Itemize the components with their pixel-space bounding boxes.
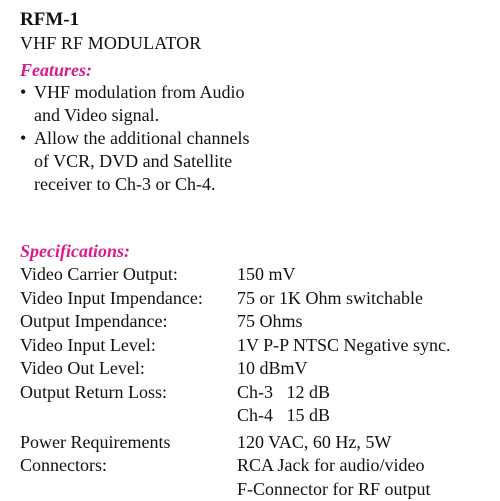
model-number: RFM-1 xyxy=(20,8,490,32)
spec-row xyxy=(20,263,490,287)
spec-value xyxy=(237,334,490,358)
spec-label: Video Input Impendance: xyxy=(20,287,237,311)
spec-row xyxy=(20,287,490,311)
spec-value xyxy=(237,454,490,501)
spec-value xyxy=(237,357,490,381)
specifications-heading: Specifications: xyxy=(20,240,490,262)
spec-value xyxy=(237,381,490,428)
feature-text-line: receiver to Ch-3 or Ch-4. xyxy=(34,173,490,196)
spec-row xyxy=(20,334,490,358)
spec-label: Video Carrier Output: xyxy=(20,263,237,287)
channel-value-line xyxy=(237,381,490,405)
feature-item xyxy=(20,81,490,127)
channel-value: 15 dB xyxy=(287,405,331,425)
feature-item xyxy=(20,127,490,196)
spec-value-line: RCA Jack for audio/video xyxy=(237,454,490,478)
features-list xyxy=(20,81,490,196)
spec-label: Video Input Level: xyxy=(20,334,237,358)
spec-row xyxy=(20,381,490,428)
spec-row xyxy=(20,310,490,334)
spec-row xyxy=(20,454,490,501)
spec-value-line: 10 dBmV xyxy=(237,357,490,381)
spec-label: Power Requirements xyxy=(20,431,237,455)
channel-value-line xyxy=(237,404,490,428)
spec-value xyxy=(237,263,490,287)
spec-label: Output Return Loss: xyxy=(20,381,237,428)
bullet-icon: • xyxy=(20,127,26,150)
channel-label: Ch-4 xyxy=(237,404,282,428)
spec-value-line: 75 or 1K Ohm switchable xyxy=(237,287,490,311)
spec-label: Connectors: xyxy=(20,454,237,501)
spec-value-line: 75 Ohms xyxy=(237,310,490,334)
feature-text-line: Allow the additional channels xyxy=(34,127,490,150)
spec-value-line: 150 mV xyxy=(237,263,490,287)
spec-value-line: 1V P-P NTSC Negative sync. xyxy=(237,334,490,358)
spec-value xyxy=(237,310,490,334)
spec-value xyxy=(237,431,490,455)
spec-row xyxy=(20,431,490,455)
feature-text-line: and Video signal. xyxy=(34,104,490,127)
channel-label: Ch-3 xyxy=(237,381,282,405)
features-heading: Features: xyxy=(20,59,490,81)
spec-sheet xyxy=(20,8,490,501)
spec-row xyxy=(20,357,490,381)
spec-value xyxy=(237,287,490,311)
spec-label: Video Out Level: xyxy=(20,357,237,381)
spec-value-line: F-Connector for RF output xyxy=(237,478,490,501)
spec-label: Output Impendance: xyxy=(20,310,237,334)
spec-value-line: 120 VAC, 60 Hz, 5W xyxy=(237,431,490,455)
bullet-icon: • xyxy=(20,81,26,104)
feature-text-line: VHF modulation from Audio xyxy=(34,81,490,104)
product-subtitle: VHF RF MODULATOR xyxy=(20,32,490,54)
specifications-table xyxy=(20,263,490,501)
channel-value: 12 dB xyxy=(287,382,331,402)
feature-text-line: of VCR, DVD and Satellite xyxy=(34,150,490,173)
